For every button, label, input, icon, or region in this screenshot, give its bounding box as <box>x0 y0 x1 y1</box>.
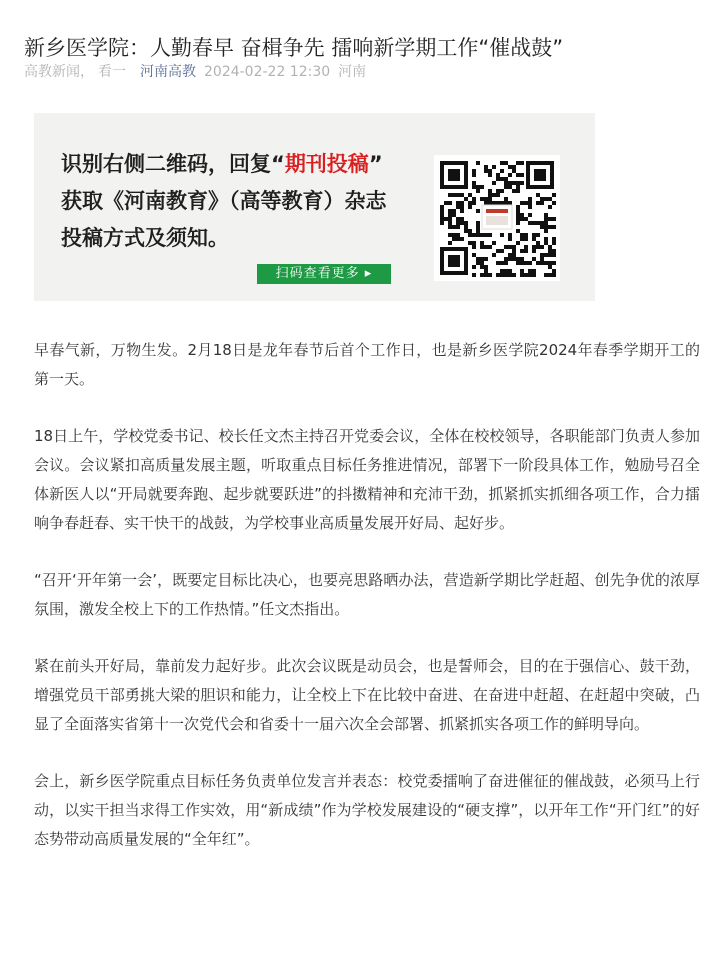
account-link[interactable]: 河南高教 <box>140 64 196 80</box>
paragraph: “召开‘开年第一会’，既要定目标比决心，也要亮思路晒办法，营造新学期比学赶超、创先争优的浓厚氛围，激发全校上下的工作热情。”任文杰指出。 <box>34 571 700 618</box>
article-meta <box>24 61 370 83</box>
paragraph: 紧在前头开好局，靠前发力起好步。此次会议既是动员会，也是誓师会，目的在于强信心、鼓干劲，增强党员干部勇挑大梁的胆识和能力，让全校上下在比较中奋进、在奋进中赶超、在赶超中突破，凸显了全面落实省第十一次党代会和省委十一届六次全会部署、抓紧抓实各项工作的鲜明导向。 <box>34 657 700 733</box>
meta-source: 高教新闻， <box>24 64 94 80</box>
meta-look: 看一 <box>98 64 126 80</box>
article-body <box>34 336 700 882</box>
qr-code-graphic <box>434 155 560 281</box>
banner-highlight: 期刊投稿 <box>284 152 369 176</box>
paragraph: 18日上午，学校党委书记、校长任文杰主持召开党委会议，全体在校校领导，各职能部门负责人参加会议。会议紧扣高质量发展主题，听取重点目标任务推进情况，部署下一阶段具体工作，勉励号召全体新医人以“开局就要奔跑、起步就要跃进”的抖擞精神和充沛干劲，抓紧抓实抓细各项工作，合力擂响争春赶春、实干快干的战鼓，为学校事业高质量发展开好局、起好步。 <box>34 427 700 532</box>
qr-code-icon[interactable] <box>434 155 560 281</box>
article-title: 新乡医学院：人勤春早 奋楫争先 擂响新学期工作“催战鼓” <box>24 36 564 61</box>
banner-text <box>61 146 387 257</box>
banner-line-3: 投稿方式及须知。 <box>61 226 229 250</box>
publish-region: 河南 <box>338 64 367 80</box>
banner-line-2: 获取《河南教育》（高等教育）杂志 <box>61 189 387 213</box>
publish-datetime: 2024-02-22 12:30 <box>204 64 331 80</box>
promo-banner[interactable] <box>34 113 595 301</box>
scan-more-button[interactable]: 扫码查看更多 ▸ <box>257 264 391 284</box>
banner-line-1: 识别右侧二维码，回复“期刊投稿” <box>61 152 383 176</box>
paragraph: 会上，新乡医学院重点目标任务负责单位发言并表态：校党委擂响了奋进催征的催战鼓，必须马上行动，以实干担当求得工作实效，用“新成绩”作为学校发展建设的“硬支撑”，以开年工作“开门红”的好态势带动高质量发展的“全年红”。 <box>34 772 700 848</box>
paragraph: 早春气新，万物生发。2月18日是龙年春节后首个工作日，也是新乡医学院2024年春季学期开工的第一天。 <box>34 341 700 388</box>
